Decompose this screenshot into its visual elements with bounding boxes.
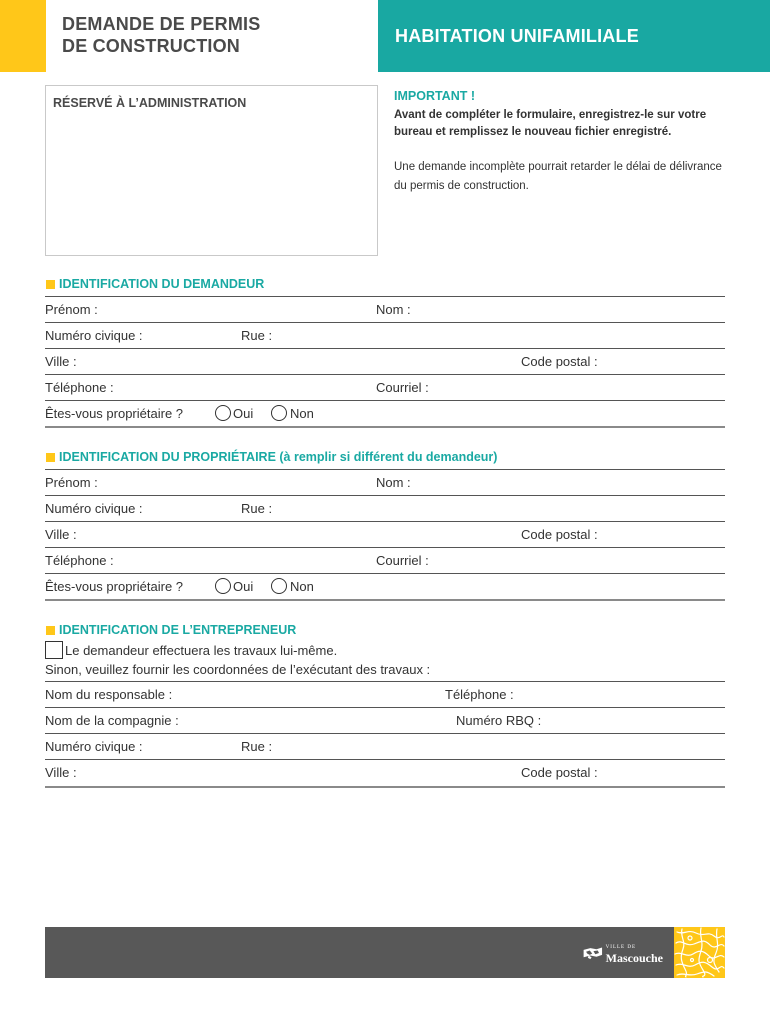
applicant-owner-yes-radio[interactable] bbox=[215, 405, 231, 421]
admin-reserved-box bbox=[45, 85, 378, 256]
contractor-company-field[interactable]: Nom de la compagnie : bbox=[45, 713, 179, 728]
divider bbox=[45, 733, 725, 734]
owner-phone-field[interactable]: Téléphone : bbox=[45, 553, 114, 568]
applicant-owner-no-label: Non bbox=[290, 406, 314, 421]
divider bbox=[45, 759, 725, 760]
owner-owner-no-radio[interactable] bbox=[271, 578, 287, 594]
divider bbox=[45, 469, 725, 470]
section-divider bbox=[45, 426, 725, 428]
admin-reserved-label: RÉSERVÉ À L’ADMINISTRATION bbox=[53, 96, 247, 110]
owner-email-field[interactable]: Courriel : bbox=[376, 553, 429, 568]
applicant-civic-number-field[interactable]: Numéro civique : bbox=[45, 328, 143, 343]
mascouche-logo bbox=[583, 940, 663, 966]
ville-de-mascouche-logo-icon bbox=[583, 942, 603, 964]
divider bbox=[45, 547, 725, 548]
decorative-pattern-icon bbox=[674, 927, 725, 978]
owner-section-label: IDENTIFICATION DU PROPRIÉTAIRE (à remplir si différent du demandeur) bbox=[59, 450, 498, 464]
owner-postal-code-field[interactable]: Code postal : bbox=[521, 527, 598, 542]
owner-civic-number-field[interactable]: Numéro civique : bbox=[45, 501, 143, 516]
contractor-responsible-field[interactable]: Nom du responsable : bbox=[45, 687, 173, 702]
section-marker-icon bbox=[46, 626, 55, 635]
footer-pattern bbox=[674, 927, 725, 978]
contractor-section-label: IDENTIFICATION DE L’ENTREPRENEUR bbox=[59, 623, 297, 637]
contractor-phone-field[interactable]: Téléphone : bbox=[445, 687, 514, 702]
section-divider bbox=[45, 786, 725, 788]
applicant-owner-question: Êtes-vous propriétaire ? bbox=[45, 406, 184, 421]
applicant-section-label: IDENTIFICATION DU DEMANDEUR bbox=[59, 277, 265, 291]
owner-street-field[interactable]: Rue : bbox=[241, 501, 273, 516]
divider bbox=[45, 400, 725, 401]
document-title-line1: DEMANDE DE PERMIS bbox=[62, 14, 261, 34]
applicant-prenom-field[interactable]: Prénom : bbox=[45, 302, 98, 317]
owner-city-field[interactable]: Ville : bbox=[45, 527, 77, 542]
important-text: Avant de compléter le formulaire, enregistrez-le sur votre bureau et remplissez le nouveau fichier enregistré. bbox=[394, 109, 707, 138]
divider bbox=[45, 573, 725, 574]
divider bbox=[45, 521, 725, 522]
applicant-city-field[interactable]: Ville : bbox=[45, 354, 77, 369]
self-work-checkbox[interactable] bbox=[45, 641, 63, 659]
contractor-rbq-field[interactable]: Numéro RBQ : bbox=[456, 713, 542, 728]
divider bbox=[45, 296, 725, 297]
self-work-label: Le demandeur effectuera les travaux lui-même. bbox=[65, 643, 338, 658]
owner-prenom-field[interactable]: Prénom : bbox=[45, 475, 98, 490]
divider bbox=[45, 374, 725, 375]
divider bbox=[45, 495, 725, 496]
header-accent-tab bbox=[0, 0, 46, 72]
document-title bbox=[62, 13, 260, 57]
applicant-street-field[interactable]: Rue : bbox=[241, 328, 273, 343]
important-heading: IMPORTANT ! bbox=[394, 89, 476, 103]
contractor-city-field[interactable]: Ville : bbox=[45, 765, 77, 780]
owner-nom-field[interactable]: Nom : bbox=[376, 475, 411, 490]
document-title-line2: DE CONSTRUCTION bbox=[62, 36, 240, 56]
contractor-street-field[interactable]: Rue : bbox=[241, 739, 273, 754]
applicant-email-field[interactable]: Courriel : bbox=[376, 380, 429, 395]
applicant-phone-field[interactable]: Téléphone : bbox=[45, 380, 114, 395]
contractor-section-title bbox=[46, 623, 296, 637]
contractor-civic-number-field[interactable]: Numéro civique : bbox=[45, 739, 143, 754]
logo-name-text: Mascouche bbox=[605, 951, 663, 965]
important-note: Une demande incomplète pourrait retarder le délai de délivrance du permis de construction. bbox=[394, 161, 722, 192]
owner-owner-yes-label: Oui bbox=[233, 579, 254, 594]
owner-owner-question: Êtes-vous propriétaire ? bbox=[45, 579, 184, 594]
divider bbox=[45, 348, 725, 349]
applicant-section-title bbox=[46, 277, 264, 291]
section-divider bbox=[45, 599, 725, 601]
divider bbox=[45, 681, 725, 682]
section-marker-icon bbox=[46, 280, 55, 289]
applicant-postal-code-field[interactable]: Code postal : bbox=[521, 354, 598, 369]
divider bbox=[45, 707, 725, 708]
owner-owner-no-label: Non bbox=[290, 579, 314, 594]
applicant-owner-no-radio[interactable] bbox=[271, 405, 287, 421]
applicant-nom-field[interactable]: Nom : bbox=[376, 302, 411, 317]
contractor-postal-code-field[interactable]: Code postal : bbox=[521, 765, 598, 780]
logo-wordmark bbox=[606, 942, 663, 964]
category-label: HABITATION UNIFAMILIALE bbox=[395, 26, 639, 46]
owner-section-title bbox=[46, 450, 497, 464]
owner-owner-yes-radio[interactable] bbox=[215, 578, 231, 594]
category-banner bbox=[378, 0, 770, 72]
applicant-owner-yes-label: Oui bbox=[233, 406, 254, 421]
divider bbox=[45, 322, 725, 323]
logo-small-text: VILLE DE bbox=[605, 945, 637, 950]
contractor-instruction: Sinon, veuillez fournir les coordonnées de l’exécutant des travaux : bbox=[45, 662, 431, 677]
section-marker-icon bbox=[46, 453, 55, 462]
